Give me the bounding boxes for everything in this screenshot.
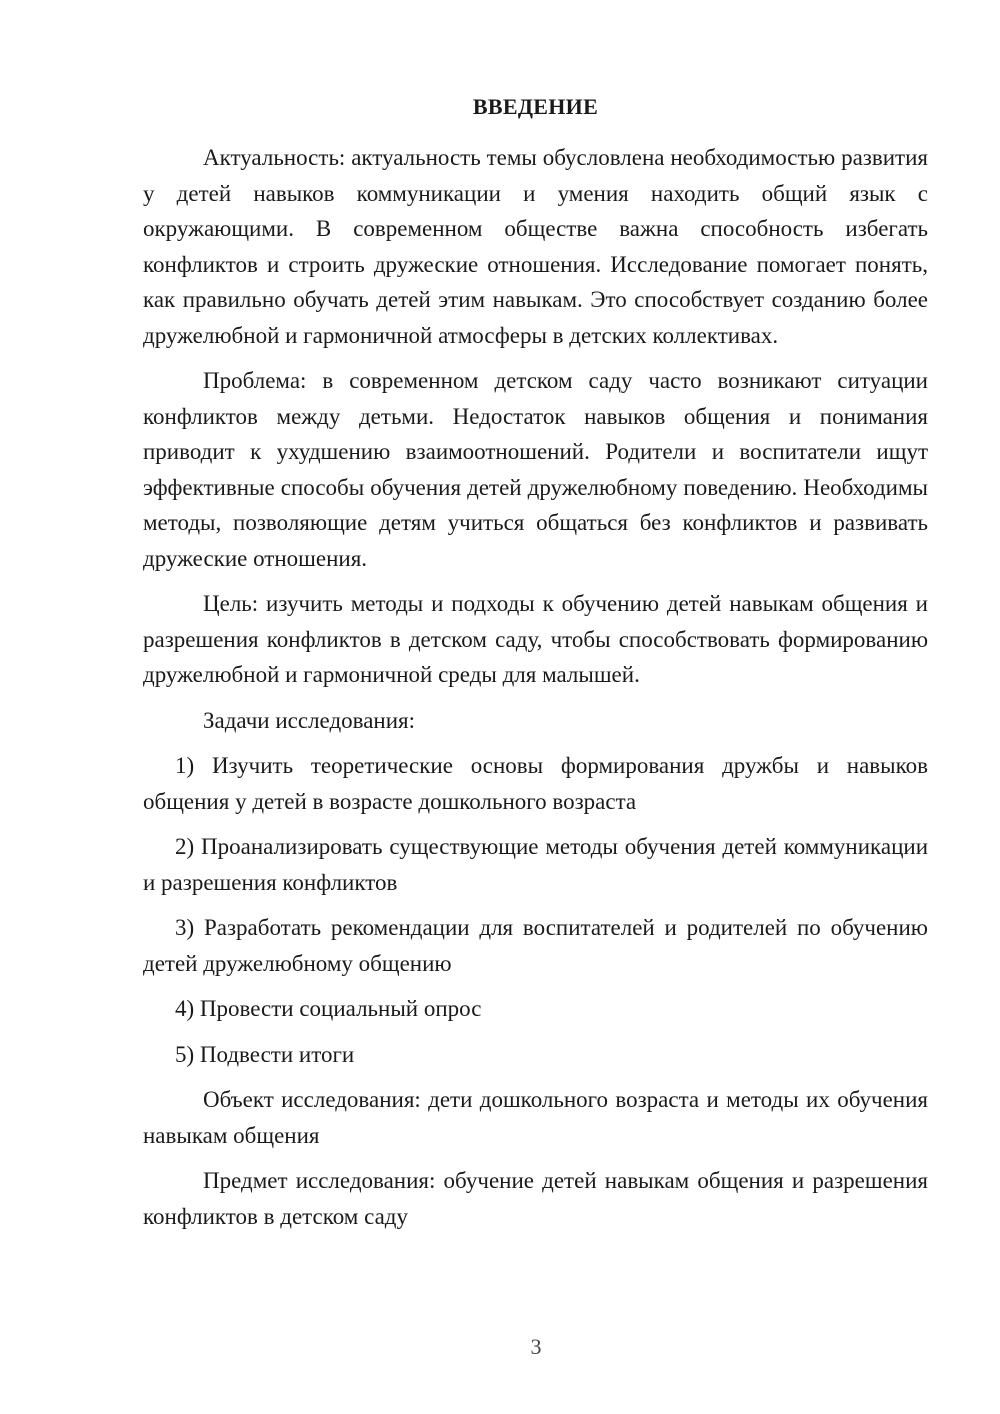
task-item-4: 4) Провести социальный опрос [175,996,482,1021]
paragraph-tasks-heading: Задачи исследования: [203,707,416,733]
document-body [143,140,928,1234]
section-heading: ВВЕДЕНИЕ [472,94,599,119]
paragraph-goal: Цель: изучить методы и подходы к обучению детей навыкам общения и разрешения конфликтов в детском саду, чтобы способствовать формированию дружелюбной и гармоничной среды для малышей. [143,591,928,687]
paragraph-subject: Предмет исследования: обучение детей навыкам общения и разрешения конфликтов в детском саду [143,1168,928,1229]
paragraph-problem: Проблема: в современном детском саду часто возникают ситуации конфликтов между детьми. Недостаток навыков общения и понимания приводит к ухудшению взаимоотношений. Родители и воспитатели ищут эффективные способы обучения детей дружелюбному поведению. Необходимы методы, позволяющие детям учиться общаться без конфликтов и развивать дружеские отношения. [143,368,928,571]
task-item-2: 2) Проанализировать существующие методы обучения детей коммуникации и разрешения конфликтов [143,834,928,895]
task-item-3: 3) Разработать рекомендации для воспитателей и родителей по обучению детей дружелюбному общению [143,915,928,976]
paragraph-relevance: Актуальность: актуальность темы обусловлена необходимостью развития у детей навыков коммуникации и умения находить общий язык с окружающими. В современном обществе важна способность избегать конфликтов и строить дружеские отношения. Исследование помогает понять, как правильно обучать детей этим навыкам. Это способствует созданию более дружелюбной и гармоничной атмосферы в детских коллективах. [143,145,928,348]
paragraph-object: Объект исследования: дети дошкольного возраста и методы их обучения навыкам общения [143,1087,928,1148]
task-item-5: 5) Подвести итоги [175,1041,355,1067]
task-item-1: 1) Изучить теоретические основы формирования дружбы и навыков общения у детей в возрасте дошкольного возраста [143,753,928,814]
page-number: 3 [530,1334,542,1359]
